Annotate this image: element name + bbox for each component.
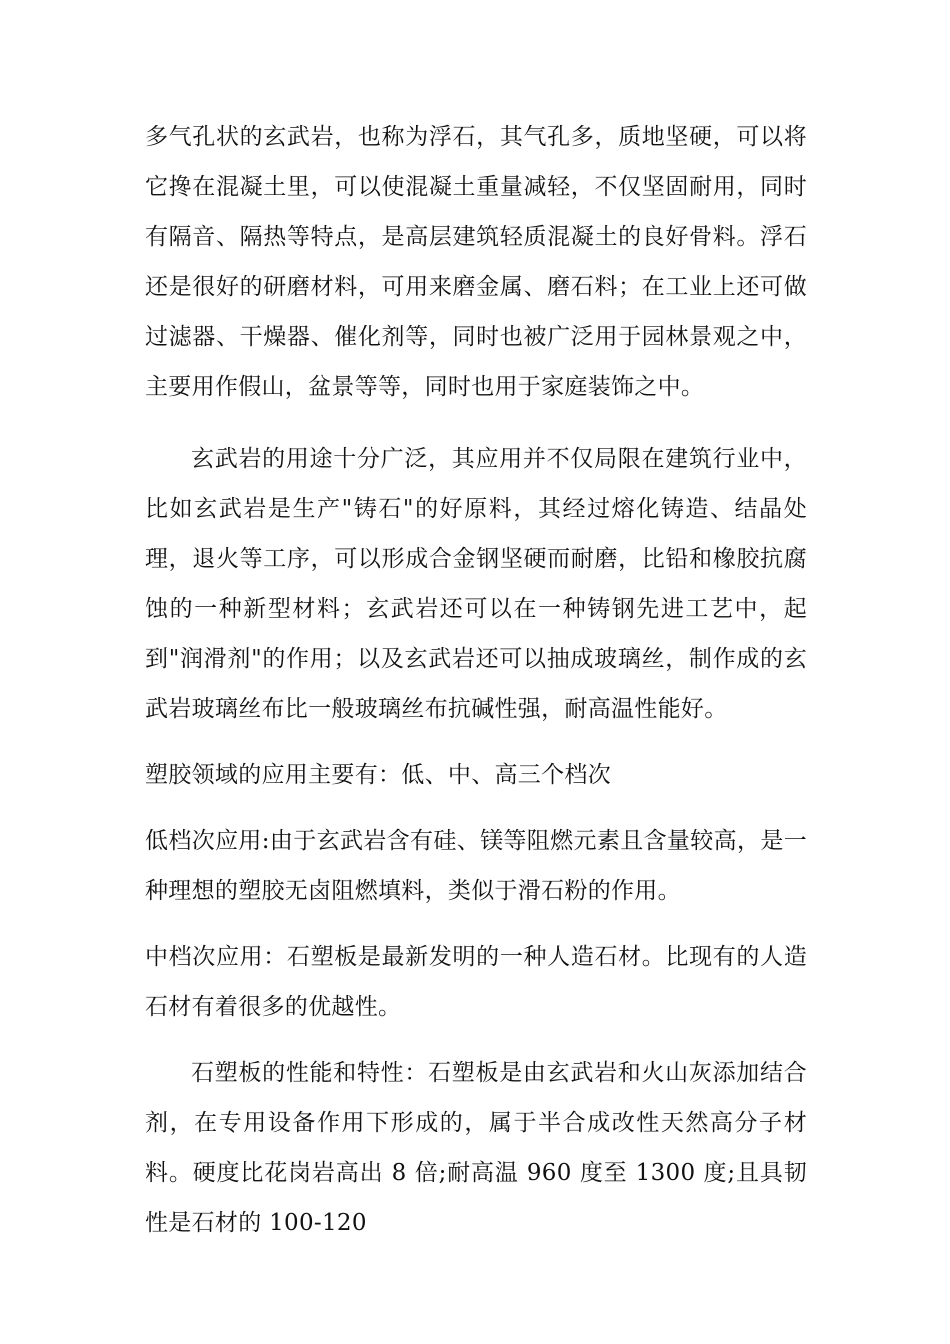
document-body — [145, 112, 807, 1248]
paragraph-mid-grade: 中档次应用：石塑板是最新发明的一种人造石材。比现有的人造石材有着很多的优越性。 — [145, 944, 807, 1020]
paragraph-basalt-uses: 玄武岩的用途十分广泛，其应用并不仅局限在建筑行业中，比如玄武岩是生产"铸石"的好原料，其经过熔化铸造、结晶处理，退火等工序，可以形成合金钢坚硬而耐磨，比铅和橡胶抗腐蚀的一种新型材料；玄武岩还可以在一种铸钢先进工艺中，起到"润滑剂"的作用；以及玄武岩还可以抽成玻璃丝，制作成的玄武岩玻璃丝布比一般玻璃丝布抗碱性强，耐高温性能好。 — [145, 446, 807, 722]
paragraph-plastic-applications: 塑胶领域的应用主要有：低、中、高三个档次 — [145, 762, 611, 788]
paragraph-stone-plastic-board: 石塑板的性能和特性：石塑板是由玄武岩和火山灰添加结合剂，在专用设备作用下形成的，属于半合成改性天然高分子材料。硬度比花岗岩高出 8 倍;耐高温 960 度至 1300 度;且具韧性是石材的 100-120 — [145, 1060, 807, 1236]
paragraph-pumice: 多气孔状的玄武岩，也称为浮石，其气孔多，质地坚硬，可以将它搀在混凝土里，可以使混凝土重量减轻，不仅坚固耐用，同时有隔音、隔热等特点，是高层建筑轻质混凝土的良好骨料。浮石还是很好的研磨材料，可用来磨金属、磨石料；在工业上还可做过滤器、干燥器、催化剂等，同时也被广泛用于园林景观之中，主要用作假山，盆景等等，同时也用于家庭装饰之中。 — [145, 124, 807, 400]
paragraph-low-grade: 低档次应用:由于玄武岩含有硅、镁等阻燃元素且含量较高，是一种理想的塑胶无卤阻燃填料，类似于滑石粉的作用。 — [145, 828, 807, 904]
